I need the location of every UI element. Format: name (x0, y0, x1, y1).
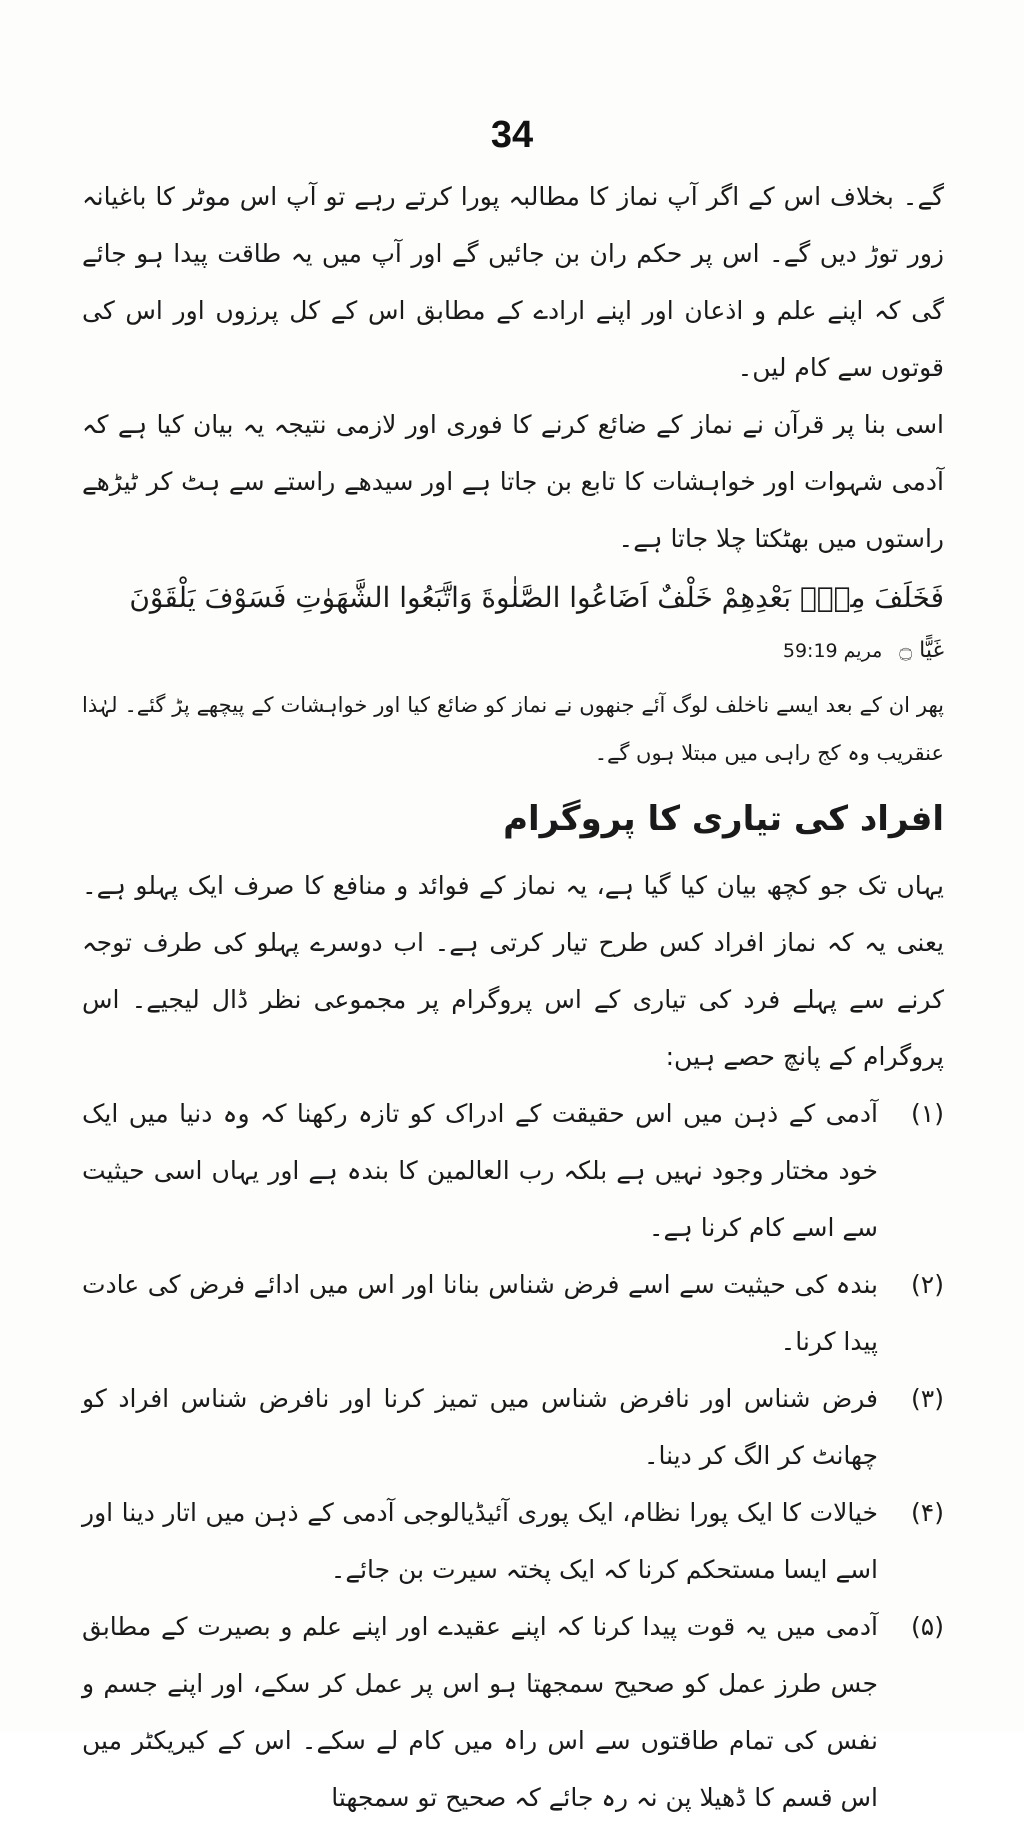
list-item-text: بندہ کی حیثیت سے اسے فرض شناس بنانا اور اس میں ادائے فرض کی عادت پیدا کرنا۔ (82, 1270, 878, 1356)
verse-ending-line (82, 629, 944, 673)
list-item (82, 1085, 944, 1256)
verse-ending: غَيًّا ۝ (899, 638, 944, 663)
list-item-number: (۴) (911, 1498, 944, 1527)
section-heading: افراد کی تیاری کا پروگرام (503, 799, 944, 839)
list-item-number: (۱) (911, 1099, 944, 1128)
list-item-text: آدمی کے ذہن میں اس حقیقت کے ادراک کو تازہ رکھنا کہ وہ دنیا میں ایک خود مختار وجود نہیں ہے بلکہ رب العالمین کا بندہ ہے اور یہاں اسی حیثیت سے اسے کام کرنا ہے۔ (82, 1099, 878, 1242)
list-item (82, 1256, 944, 1370)
paragraph-2: اسی بنا پر قرآن نے نماز کے ضائع کرنے کا فوری اور لازمی نتیجہ یہ بیان کیا ہے کہ آدمی شہوات اور خواہشات کا تابع بن جاتا ہے اور سیدھے راستے سے ہٹ کر ٹیڑھے راستوں میں بھٹکتا چلا جاتا ہے۔ (82, 410, 944, 553)
list-item-number: (۳) (911, 1384, 944, 1413)
paragraph-1: گے۔ بخلاف اس کے اگر آپ نماز کا مطالبہ پورا کرتے رہے تو آپ اس موٹر کا باغیانہ زور توڑ دیں گے۔ اس پر حکم ران بن جائیں گے اور آپ میں یہ طاقت پیدا ہو جائے گی کہ اپنے علم و اذعان اور اپنے ارادے کے مطابق اس کے کل پرزوں اور اس کی قوتوں سے کام لیں۔ (82, 182, 944, 382)
quran-verse: فَخَلَفَ مِنْۢ بَعْدِهِمْ خَلْفٌ اَضَاعُوا الصَّلٰوةَ وَاتَّبَعُوا الشَّهَوٰتِ فَسَوْفَ يَلْقَوْنَ (129, 581, 944, 614)
list-item (82, 1484, 944, 1598)
page-number: 34 (490, 114, 534, 156)
page-body (82, 168, 944, 1826)
verse-reference: مریم 59:19 (782, 640, 883, 662)
list-item (82, 1370, 944, 1484)
list-item-text: فرض شناس اور نافرض شناس میں تمیز کرنا اور نافرض شناس افراد کو چھانٹ کر الگ کر دینا۔ (82, 1384, 878, 1470)
list-item-text: آدمی میں یہ قوت پیدا کرنا کہ اپنے عقیدے اور اپنے علم و بصیرت کے مطابق جس طرز عمل کو صحیح سمجھتا ہو اس پر عمل کر سکے، اور اپنے جسم و نفس کی تمام طاقتوں سے اس راہ میں کام لے سکے۔ اس کے کیریکٹر میں اس قسم کا ڈھیلا پن نہ رہ جائے کہ صحیح تو سمجھتا (82, 1612, 878, 1812)
list-item-number: (۲) (911, 1270, 944, 1299)
paragraph-3: یہاں تک جو کچھ بیان کیا گیا ہے، یہ نماز کے فوائد و منافع کا صرف ایک پہلو ہے۔ یعنی یہ کہ نماز افراد کس طرح تیار کرتی ہے۔ اب دوسرے پہلو کی طرف توجہ کرنے سے پہلے فرد کی تیاری کے اس پروگرام پر مجموعی نظر ڈال لیجیے۔ اس پروگرام کے پانچ حصے ہیں: (82, 871, 944, 1071)
list-item-number: (۵) (911, 1612, 944, 1641)
list-item (82, 1598, 944, 1826)
list-item-text: خیالات کا ایک پورا نظام، ایک پوری آئیڈیالوجی آدمی کے ذہن میں اتار دینا اور اسے ایسا مستحکم کرنا کہ ایک پختہ سیرت بن جائے۔ (82, 1498, 878, 1584)
verse-translation: پھر ان کے بعد ایسے ناخلف لوگ آئے جنھوں نے نماز کو ضائع کیا اور خواہشات کے پیچھے پڑ گئے۔ لہٰذا عنقریب وہ کج راہی میں مبتلا ہوں گے۔ (82, 693, 944, 765)
